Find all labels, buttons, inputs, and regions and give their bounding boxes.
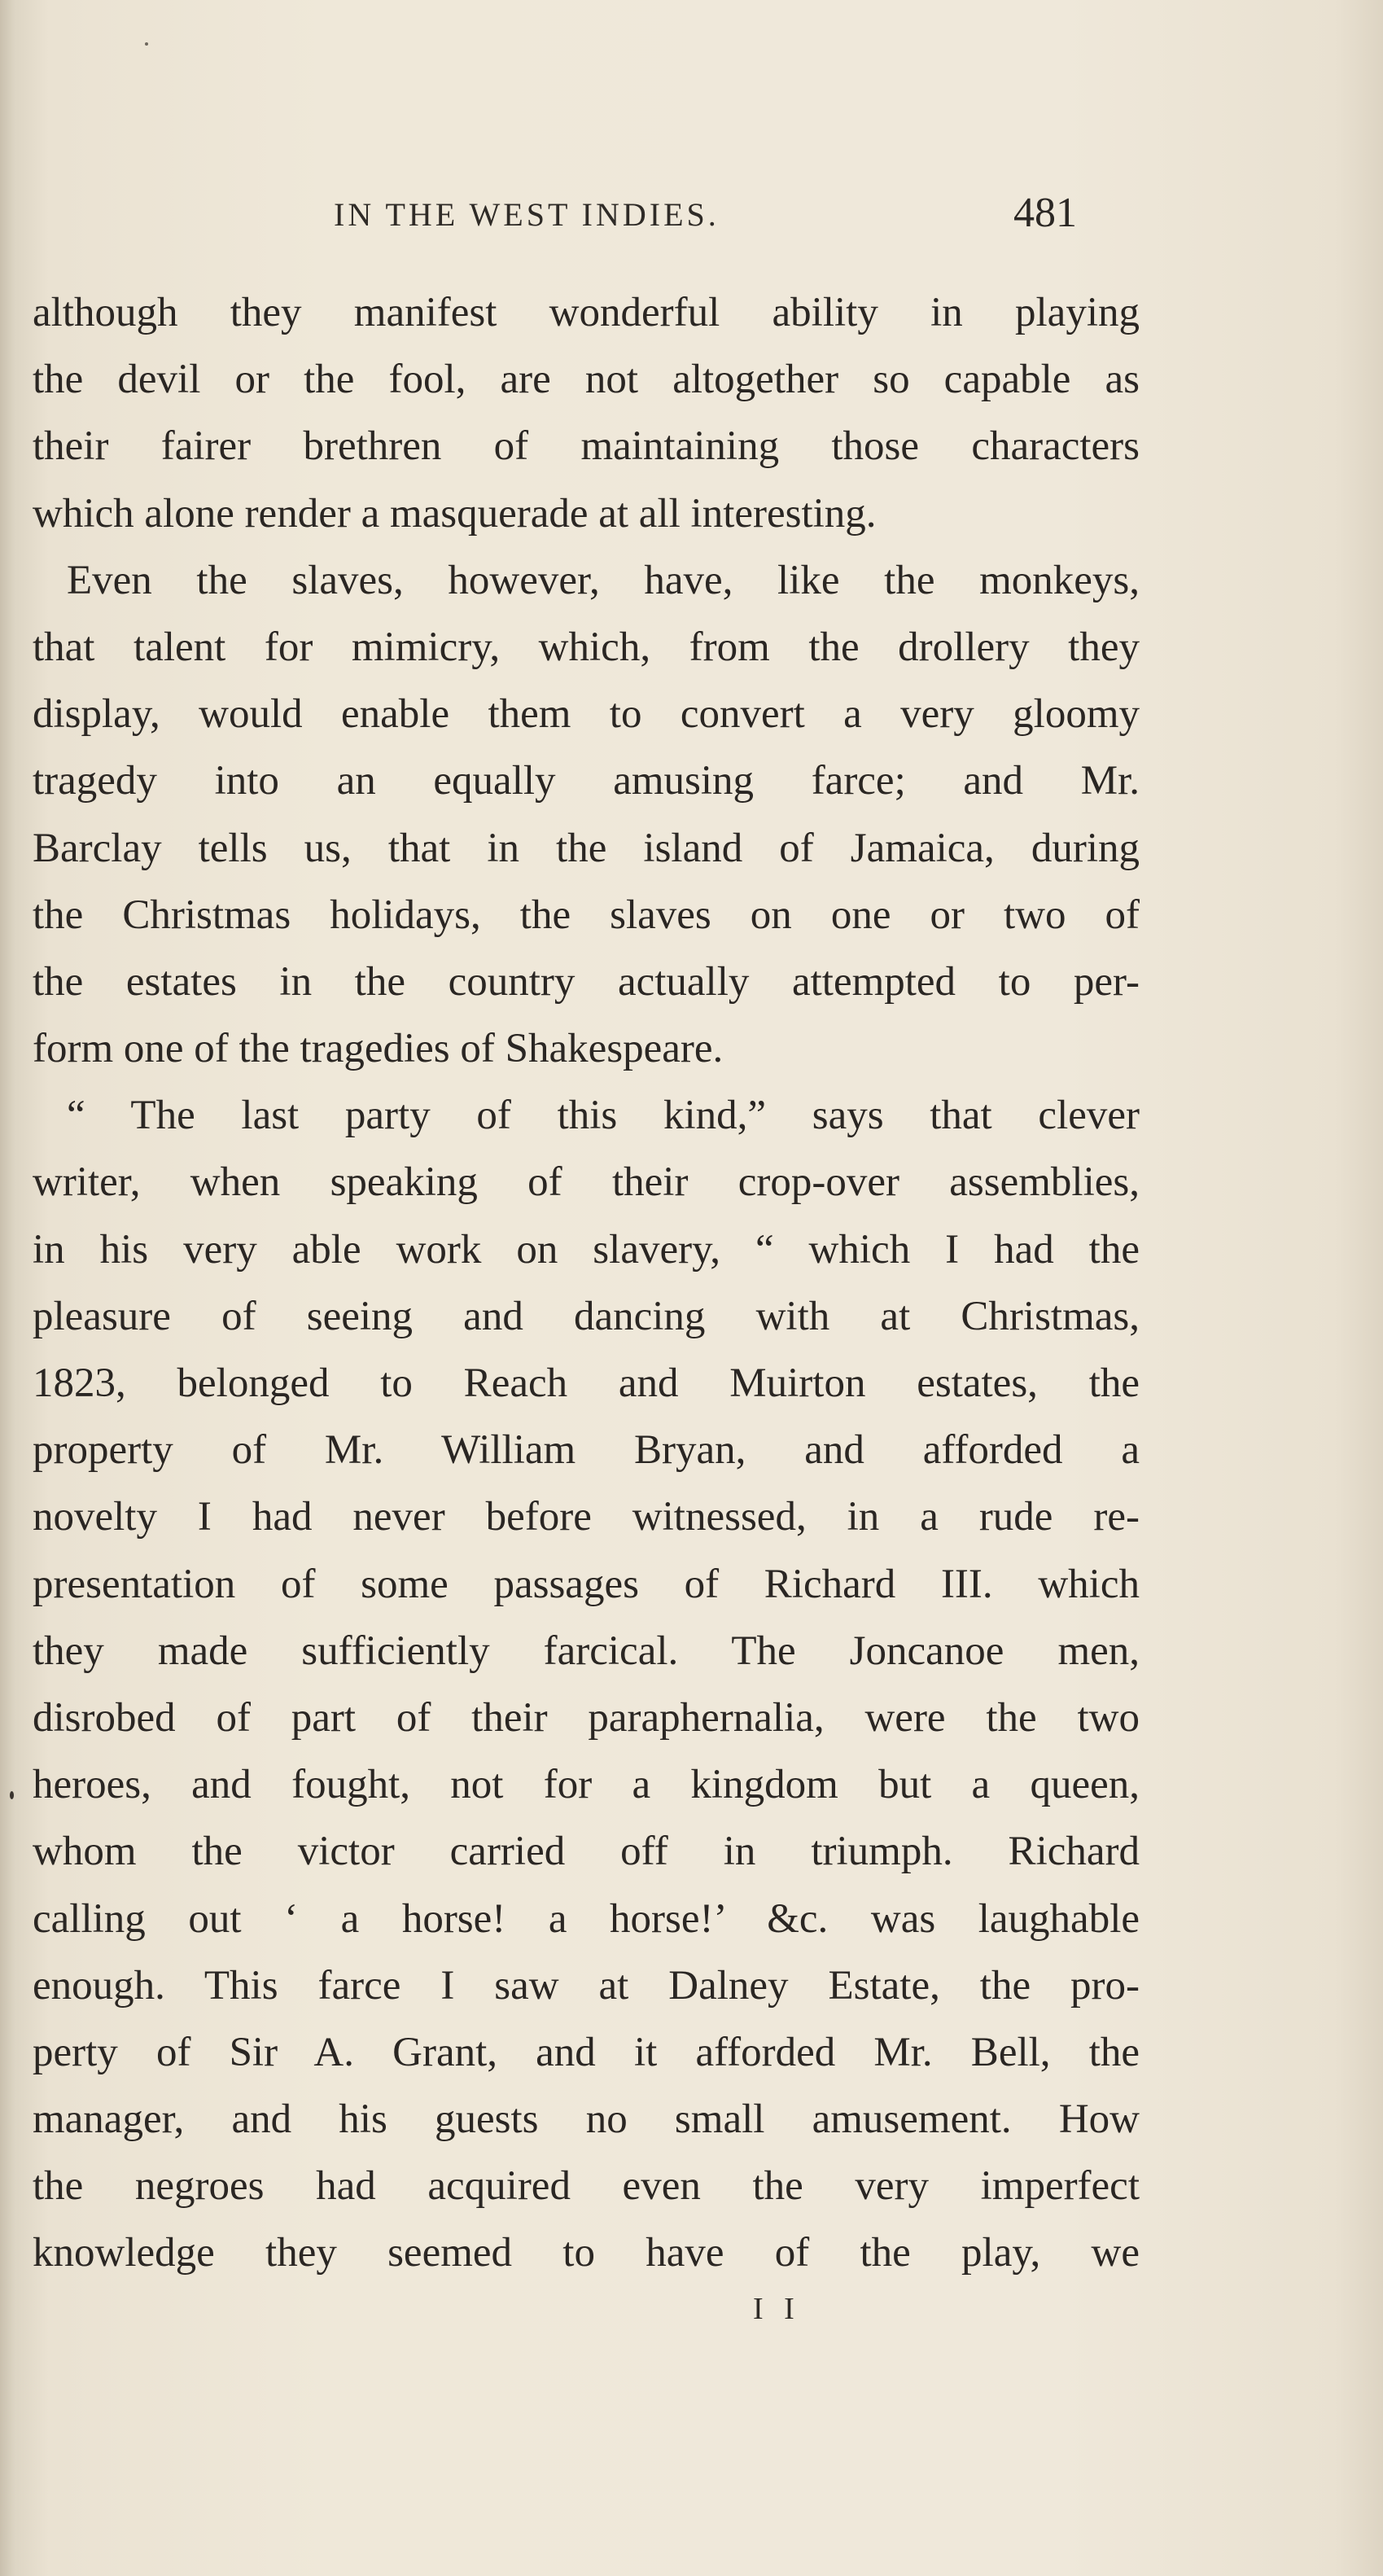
text-line: the estates in the country actually attempted to per- — [33, 958, 1140, 1005]
running-head-title: IN THE WEST INDIES. — [334, 196, 720, 233]
text-line: calling out ‘ a horse! a horse!’ &c. was laughable — [33, 1895, 1140, 1942]
text-line: perty of Sir A. Grant, and it afforded Mr. Bell, the — [33, 2029, 1140, 2075]
text-line: the negroes had acquired even the very imperfect — [33, 2163, 1140, 2210]
text-line: novelty I had never before witnessed, in a rude re- — [33, 1494, 1140, 1540]
text-line: disrobed of part of their paraphernalia, were the two — [33, 1694, 1140, 1741]
text-line: knowledge they seemed to have of the play, we — [33, 2230, 1140, 2276]
text-line: Barclay tells us, that in the island of Jamaica, during — [33, 825, 1140, 871]
running-head — [0, 189, 1383, 238]
text-line: tragedy into an equally amusing farce; and Mr. — [33, 758, 1140, 804]
text-line: which alone render a masquerade at all interesting. — [33, 490, 877, 537]
text-line: display, would enable them to convert a very gloomy — [33, 691, 1140, 738]
page-number: 481 — [1013, 190, 1077, 236]
text-line: enough. This farce I saw at Dalney Estate, the pro- — [33, 1962, 1140, 2009]
text-line: they made sufficiently farcical. The Joncanoe men, — [33, 1628, 1140, 1674]
text-line: form one of the tragedies of Shakespeare. — [33, 1026, 724, 1072]
text-line: heroes, and fought, not for a kingdom but a queen, — [33, 1762, 1140, 1808]
paper-speck — [10, 1791, 14, 1799]
text-line: 1823, belonged to Reach and Muirton estates, the — [33, 1360, 1140, 1406]
text-line: pleasure of seeing and dancing with at Christmas, — [33, 1293, 1140, 1339]
body-text — [33, 279, 1140, 2287]
paper-speck — [145, 42, 148, 46]
text-line: “ The last party of this kind,” says that clever — [67, 1093, 1140, 1139]
text-line: writer, when speaking of their crop-over assemblies, — [33, 1159, 1140, 1206]
text-line: the Christmas holidays, the slaves on one or two of — [33, 892, 1140, 938]
signature-mark: I I — [753, 2292, 801, 2326]
text-line: the devil or the fool, are not altogether so capable as — [33, 357, 1140, 403]
text-line: presentation of some passages of Richard III. which — [33, 1561, 1140, 1607]
text-line: Even the slaves, however, have, like the monkeys, — [67, 557, 1140, 603]
text-line: whom the victor carried off in triumph. Richard — [33, 1829, 1140, 1875]
text-line: manager, and his guests no small amusement. How — [33, 2096, 1140, 2143]
text-line: property of Mr. William Bryan, and afforded a — [33, 1427, 1140, 1474]
text-line: in his very able work on slavery, “ which I had the — [33, 1226, 1140, 1273]
text-line: although they manifest wonderful ability in playing — [33, 290, 1140, 335]
text-line: their fairer brethren of maintaining those characters — [33, 423, 1140, 470]
text-line: that talent for mimicry, which, from the drollery they — [33, 624, 1140, 670]
